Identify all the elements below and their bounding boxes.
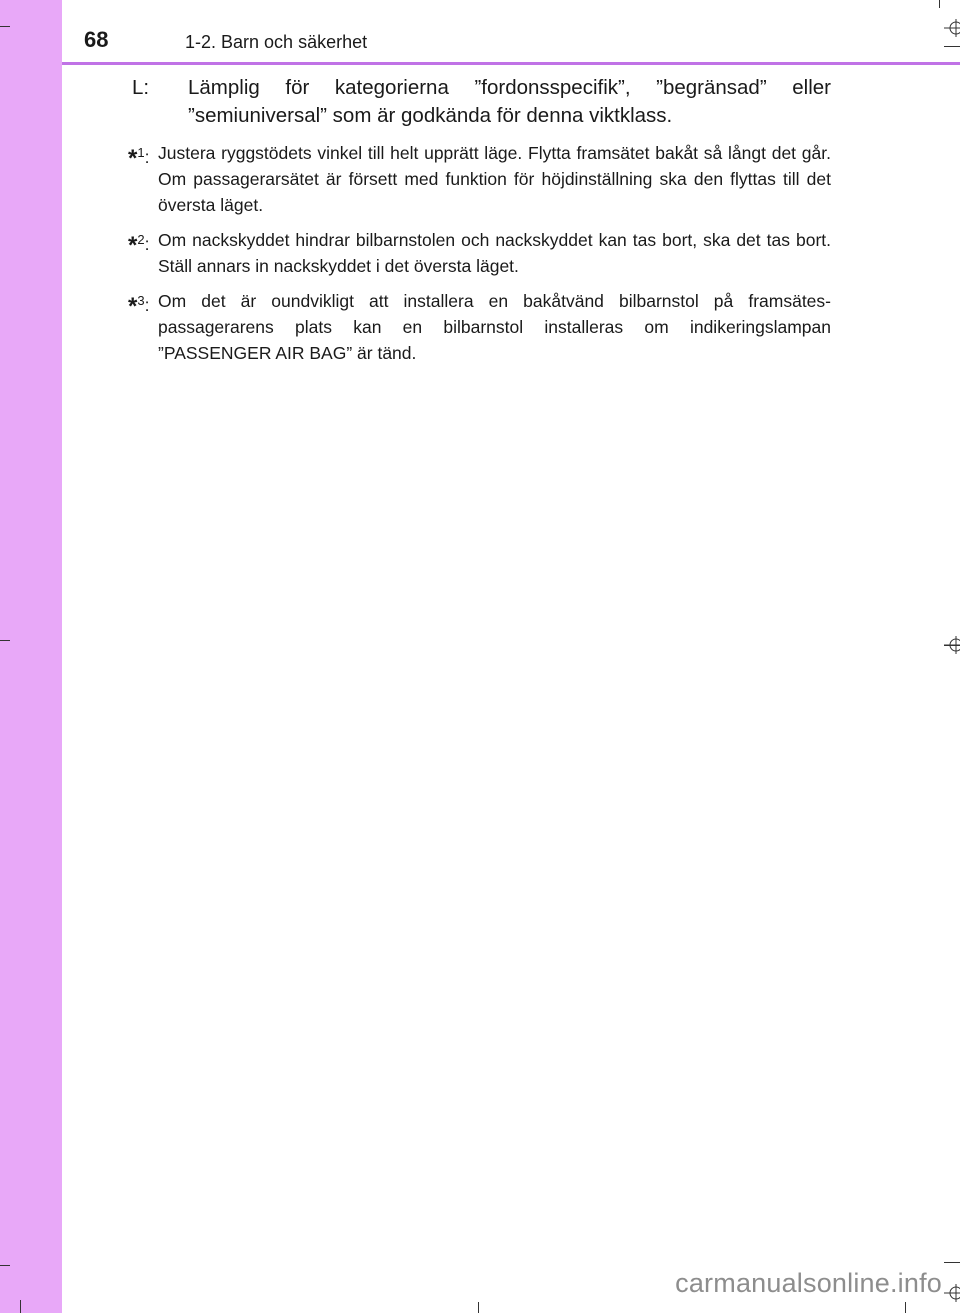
crop-mark-bottom-center bbox=[478, 1302, 479, 1313]
crop-mark-right-top bbox=[944, 46, 960, 47]
footnote-number: 3 bbox=[137, 293, 145, 308]
footnote-colon: : bbox=[144, 234, 150, 254]
chapter-side-tab bbox=[0, 0, 62, 1313]
registration-mark-icon bbox=[944, 19, 960, 37]
section-title: 1-2. Barn och säkerhet bbox=[185, 32, 368, 52]
footnote-marker bbox=[128, 227, 158, 279]
legend-entry-l bbox=[128, 74, 831, 130]
footnote-text: Om nackskyddet hindrar bilbarnstolen och nackskyddet kan tas bort, ska det tas bort. Ställ annars in nackskyddet i det översta läget. bbox=[158, 230, 831, 276]
registration-mark-icon bbox=[944, 1284, 960, 1302]
watermark: carmanualsonline.info bbox=[675, 1268, 942, 1298]
header-rule bbox=[62, 62, 960, 65]
footnote-colon: : bbox=[144, 295, 150, 315]
footnote-2 bbox=[128, 227, 831, 279]
footnote-3 bbox=[128, 288, 831, 366]
asterisk-icon: * bbox=[128, 232, 138, 259]
crop-mark-top bbox=[939, 0, 940, 8]
footnote-1 bbox=[128, 140, 831, 218]
crop-mark-bottom-right bbox=[905, 1302, 906, 1313]
footnote-colon: : bbox=[144, 147, 150, 167]
crop-mark-left-bottom bbox=[0, 1265, 10, 1266]
crop-mark-left-middle bbox=[0, 640, 10, 641]
footnote-text: Om det är oundvikligt att installera en bakåtvänd bilbarnstol på framsätes-passagerarens plats kan en bilbarnstol installeras om indikeringslampan ”PASSENGER AIR BAG” är tänd. bbox=[158, 291, 831, 363]
asterisk-icon: * bbox=[128, 293, 138, 320]
footnote-marker bbox=[128, 288, 158, 366]
footnote-number: 1 bbox=[137, 145, 145, 160]
crop-mark-left-top bbox=[0, 26, 10, 27]
legend-text: Lämplig för kategorierna ”fordonsspecifik”, ”begränsad” eller ”semiuniversal” som är godkända för denna viktklass. bbox=[188, 76, 831, 127]
footnote-marker bbox=[128, 140, 158, 218]
registration-mark-icon bbox=[944, 636, 960, 654]
page-content bbox=[128, 74, 831, 375]
page-number: 68 bbox=[84, 27, 109, 52]
footnote-number: 2 bbox=[137, 232, 145, 247]
footnote-text: Justera ryggstödets vinkel till helt upprätt läge. Flytta framsätet bakåt så långt det går. Om passagerarsätet är försett med funktion för höjdinställning ska den flyttas till det översta läget. bbox=[158, 143, 831, 215]
crop-mark-bottom-left bbox=[20, 1300, 21, 1313]
legend-key: L: bbox=[132, 76, 150, 99]
crop-mark-right-bottom bbox=[944, 1262, 960, 1263]
asterisk-icon: * bbox=[128, 145, 138, 172]
